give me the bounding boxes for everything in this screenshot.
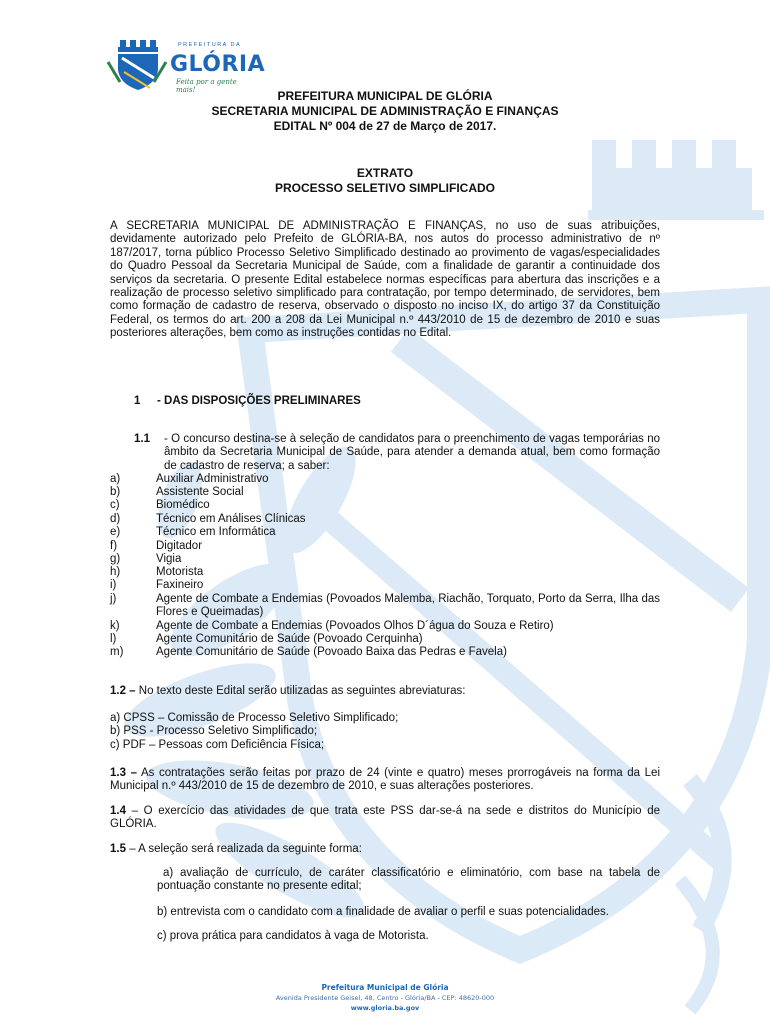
extrato-label: EXTRATO	[356, 166, 414, 180]
list-letter: h)	[110, 566, 121, 578]
list-text: Motorista	[156, 566, 204, 578]
selection-item-c: c) prova prática para candidatos à vaga de Motorista.	[157, 930, 429, 942]
abbreviation-item: a) CPSS – Comissão de Processo Seletivo Simplificado;	[110, 712, 399, 724]
logo-prefeitura-text: PREFEITURA DA	[178, 42, 242, 48]
list-letter: b)	[110, 486, 121, 498]
intro-paragraph: A SECRETARIA MUNICIPAL DE ADMINISTRAÇÃO E FINANÇAS, no uso de suas atribuições, devidamente autorizado pelo Prefeito de GLÓRIA-BA, nos autos do processo administrativo de nº 187/2017, torna público Processo Seletivo Simplificado destinado ao provimento de vagas/especialidades do Quadro Pessoal da Secretaria Municipal de Saúde, com a finalidade de garantir a continuidade dos serviços da secretaria. O presente Edital estabelece normas específicas para abertura das inscrições e a realização de processo seletivo simplificado para contratação, por tempo determinado, de servidores, bem como formação de cadastro de reserva, observado o disposto no inciso IX, do artigo 37 da Constituição Federal, os termos do art. 200 a 208 da Lei Municipal n.º 443/2010 de 15 de dezembro de 2010 e suas posteriores alterações, bem como as instruções contidas no Edital.	[110, 220, 660, 340]
item-number: 1.3 –	[110, 767, 137, 779]
footer-website: www.gloria.ba.gov	[350, 1004, 420, 1012]
section-title: - DAS DISPOSIÇÕES PRELIMINARES	[157, 395, 361, 407]
list-letter: g)	[110, 553, 121, 565]
list-text: Técnico em Informática	[156, 526, 276, 538]
list-text: Faxineiro	[156, 579, 204, 591]
header-secretaria: SECRETARIA MUNICIPAL DE ADMINISTRAÇÃO E FINANÇAS	[211, 104, 559, 118]
footer-address: Avenida Presidente Geisel, 48, Centro - Glória/BA - CEP: 48620-000	[275, 994, 495, 1002]
item-text: – O exercício das atividades de que trata este PSS dar-se-á na sede e distritos do Município de GLÓRIA.	[110, 805, 660, 831]
list-text: Assistente Social	[156, 486, 244, 498]
list-letter: l)	[110, 633, 117, 645]
list-letter: m)	[110, 646, 124, 658]
section-number: 1	[134, 395, 141, 407]
item-1-1-text: - O concurso destina-se à seleção de candidatos para o preenchimento de vagas temporárias no âmbito da Secretaria Municipal de Saúde, para atender a demanda atual, bem como formação de cadastro de reserva; a saber:	[164, 433, 660, 472]
item-1-3	[110, 767, 660, 794]
page-footer	[110, 983, 660, 1013]
list-item	[110, 566, 203, 579]
list-item	[110, 646, 507, 659]
item-number: 1.5	[110, 843, 126, 855]
coat-of-arms-icon	[106, 38, 168, 92]
list-letter: k)	[110, 620, 120, 632]
item-text: – A seleção será realizada da seguinte forma:	[126, 843, 362, 855]
item-1-2	[110, 685, 465, 698]
footer-title: Prefeitura Municipal de Glória	[321, 983, 449, 992]
logo-town-name: GLÓRIA	[170, 52, 266, 77]
list-item	[110, 473, 268, 486]
list-item	[110, 633, 423, 646]
list-item	[110, 526, 276, 539]
list-letter: c)	[110, 499, 120, 511]
abbreviation-item: b) PSS - Processo Seletivo Simplificado;	[110, 725, 318, 737]
item-text: As contratações serão feitas por prazo de 24 (vinte e quatro) meses prorrogáveis na forma da Lei Municipal n.º 443/2010 de 15 de dezembro de 2010, e suas alterações posteriores.	[110, 767, 660, 793]
logo-slogan: Feita por a gente mais!	[176, 78, 237, 94]
prefeitura-logo	[106, 38, 266, 94]
list-text: Biomédico	[156, 499, 210, 511]
item-number: 1.4	[110, 805, 126, 817]
item-number: 1.1	[134, 433, 150, 445]
item-number: 1.2 –	[110, 685, 136, 697]
selection-item-a: a) avaliação de currículo, de caráter classificatório e eliminatório, com base na tabela de pontuação constante no presente edital;	[157, 867, 660, 893]
item-text: No texto deste Edital serão utilizadas as seguintes abreviaturas:	[135, 685, 466, 697]
item-1-4	[110, 805, 660, 832]
list-letter: i)	[110, 579, 117, 591]
item-1-5	[110, 843, 362, 856]
list-item	[110, 486, 244, 499]
list-item	[110, 553, 181, 566]
process-title: PROCESSO SELETIVO SIMPLIFICADO	[274, 181, 496, 195]
list-text: Técnico em Análises Clínicas	[156, 513, 306, 525]
list-text: Agente de Combate a Endemias (Povoados Olhos D´água do Souza e Retiro)	[156, 620, 554, 632]
document-subtitle	[110, 166, 660, 196]
list-text: Auxiliar Administrativo	[156, 473, 269, 485]
list-item	[110, 499, 210, 512]
document-header	[110, 89, 660, 134]
list-letter: j)	[110, 593, 117, 605]
selection-item-b: b) entrevista com o candidato com a finalidade de avaliar o perfil e suas potencialidades.	[157, 906, 609, 918]
list-item	[110, 513, 306, 526]
header-prefeitura: PREFEITURA MUNICIPAL DE GLÓRIA	[277, 89, 493, 103]
abbreviation-item: c) PDF – Pessoas com Deficiência Física;	[110, 739, 325, 751]
list-text: Agente Comunitário de Saúde (Povoado Baixa das Pedras e Favela)	[156, 646, 507, 658]
list-item	[110, 540, 202, 553]
list-text: Agente de Combate a Endemias (Povoados Malemba, Riachão, Torquato, Porto da Serra, Ilha das Flores e Queimadas)	[156, 593, 660, 619]
header-edital: EDITAL Nº 004 de 27 de Março de 2017.	[273, 119, 497, 133]
list-item	[110, 593, 660, 620]
list-letter: f)	[110, 540, 118, 552]
list-letter: e)	[110, 526, 121, 538]
list-text: Vigia	[156, 553, 182, 565]
list-item	[110, 620, 554, 633]
list-letter: a)	[110, 473, 121, 485]
list-text: Digitador	[156, 540, 203, 552]
list-letter: d)	[110, 513, 121, 525]
list-text: Agente Comunitário de Saúde (Povoado Cerquinha)	[156, 633, 423, 645]
list-item	[110, 579, 203, 592]
